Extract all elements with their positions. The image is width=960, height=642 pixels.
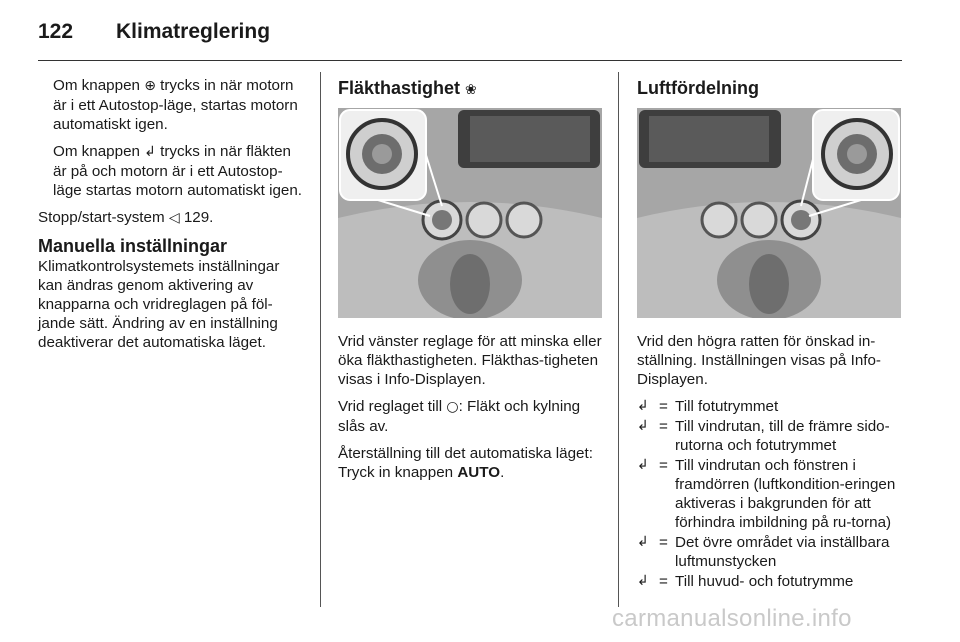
list-item: ↲ = Det övre området via inställbara luftmunstycken	[637, 534, 890, 570]
list-item: ↲ = Till vindrutan och fönstren i framdörren (luftkondition-eringen aktiveras i bakgrunden för att förhindra imbildning på ru-torna)	[637, 457, 896, 531]
header-rule	[38, 60, 902, 61]
footwell-icon: ↲	[144, 144, 156, 160]
watermark: carmanualsonline.info	[612, 605, 852, 632]
windscreen-side-footwell-icon: ↲	[637, 418, 649, 434]
paragraph-reference: Stopp/start-system ◁ 129.	[38, 209, 214, 226]
list-item: ↲ = Till huvud- och fotutrymme	[637, 573, 854, 590]
page-reference-arrow-icon: ◁	[168, 210, 180, 226]
upper-vents-icon: ↲	[637, 534, 649, 550]
column-divider-right	[618, 72, 619, 607]
air-distribution-list	[637, 397, 903, 591]
paragraph-auto-reset: Återställning till det automatiska läget: Tryck in knappen AUTO.	[338, 445, 593, 481]
column-2-text	[338, 332, 606, 490]
column-3-text	[637, 332, 903, 592]
page-number: 122	[38, 20, 74, 43]
list-item: ↲ = Till vindrutan, till de främre sido-rutorna och fotutrymmet	[637, 418, 890, 454]
paragraph-autostop-2: Om knappen ↲ trycks in när fläkten är på och motorn är i ett Autostop-läge startas motorn automatiskt igen.	[53, 143, 303, 199]
paragraph-manual-settings: Klimatkontrolsystemets inställningar kan ändras genom aktivering av knapparna och vridreglagen på föl-jande sätt. Ändring av en inställning deaktiverar det automatiska läget.	[38, 258, 280, 351]
section-heading-manual: Manuella inställningar	[38, 236, 228, 256]
photo-air-distribution-control	[637, 108, 901, 318]
column-1	[38, 76, 306, 360]
auto-label: AUTO	[457, 464, 501, 481]
fan-icon: ❀	[465, 82, 477, 98]
head-footwell-icon: ↲	[637, 573, 649, 589]
footwell-icon: ↲	[637, 398, 649, 414]
list-item: ↲ = Till fotutrymmet	[637, 398, 779, 415]
paragraph-fan-off: Vrid reglaget till ○: Fläkt och kylning slås av.	[338, 398, 581, 435]
fan-button-icon: ⊕	[144, 78, 156, 94]
heading-fan-speed: Fläkthastighet ❀	[338, 78, 477, 98]
page-title: Klimatreglering	[116, 20, 271, 43]
paragraph-fan-speed: Vrid vänster reglage för att minska eller öka fläkthastigheten. Fläkthas-tigheten visas i Info-Displayen.	[338, 333, 602, 388]
heading-air-distribution: Luftfördelning	[637, 78, 759, 98]
paragraph-air-distribution: Vrid den högra ratten för önskad in-ställning. Inställningen visas på Info-Displayen.	[637, 333, 881, 388]
off-symbol-icon: ○	[446, 399, 459, 415]
column-divider-left	[320, 72, 321, 607]
paragraph-autostop-1: Om knappen ⊕ trycks in när motorn är i ett Autostop-läge, startas motorn automatiskt igen.	[53, 77, 298, 133]
windscreen-defrost-icon: ↲	[637, 457, 649, 473]
photo-fan-control	[338, 108, 602, 318]
